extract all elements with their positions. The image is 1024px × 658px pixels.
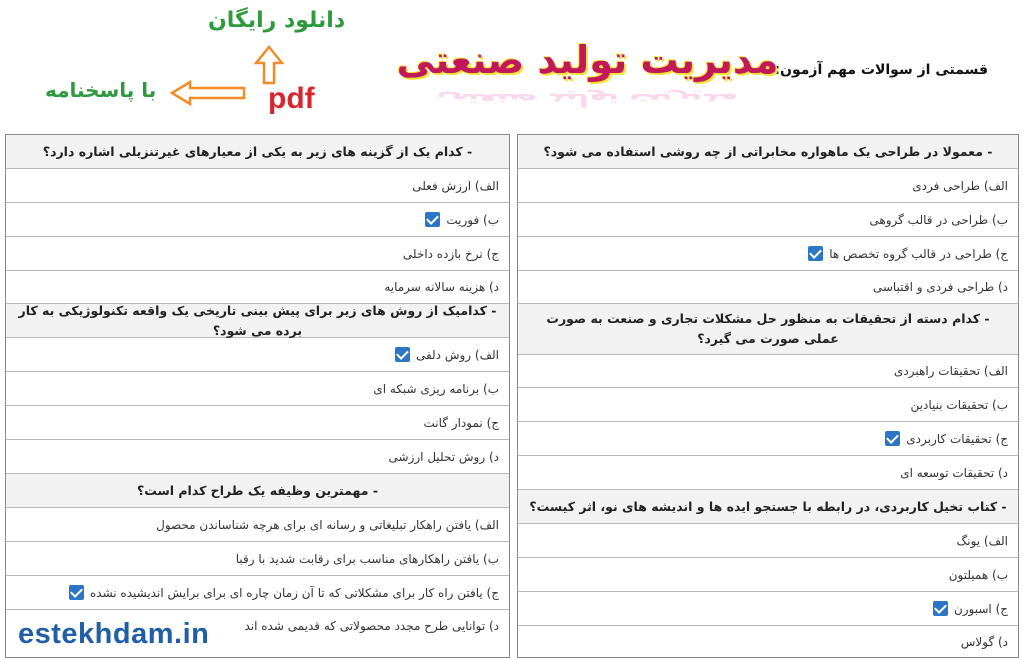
header-banner	[0, 0, 1024, 130]
question-text: - کدام دسته از تحقیقات به منظور حل مشکلات تجاری و صنعت به صورت عملی صورت می گیرد؟	[518, 304, 1018, 355]
option-row: د) روش تحلیل ارزشی	[6, 440, 509, 474]
option-row: د) گولاس	[960, 634, 1008, 649]
option-row-correct: ج) یافتن راه کار برای مشکلاتی که تا آن زمان چاره ای برای برایش اندیشیده نشده	[6, 576, 509, 610]
option-row-correct: الف) روش دلفی	[6, 338, 509, 372]
page-title-reflection: مدیریت تولید صنعتی	[436, 89, 739, 110]
option-row: د) تحقیقات توسعه ای	[518, 456, 1018, 490]
question-text: - معمولا در طراحی یک ماهواره مخابراتی از چه روشی استفاده می شود؟	[518, 135, 1018, 169]
page-title: مدیریت تولید صنعتی	[396, 38, 779, 82]
option-row: الف) ارزش فعلی	[6, 169, 509, 203]
checkmark-icon	[933, 601, 948, 616]
site-watermark: estekhdam.in	[14, 618, 213, 651]
option-row-correct: ج) طراحی در قالب گروه تخصص ها	[518, 237, 1018, 271]
option-row: الف) یافتن راهکار تبلیغاتی و رسانه ای برای هرچه شناساندن محصول	[6, 508, 509, 542]
option-row: ب) یافتن راهکارهای مناسب برای رقابت شدید با رقبا	[6, 542, 509, 576]
option-row: الف) تحقیقات راهبردی	[518, 355, 1018, 388]
option-row-correct: ج) اسبورن	[518, 592, 1018, 626]
checkmark-icon	[395, 347, 410, 362]
pdf-label: pdf	[268, 82, 315, 115]
option-row: ب) طراحی در قالب گروهی	[518, 203, 1018, 237]
checkmark-icon	[885, 431, 900, 446]
arrow-left-icon	[170, 80, 246, 106]
free-download-label: دانلود رایگان	[208, 8, 346, 33]
option-row-correct: ب) فوریت	[6, 203, 509, 237]
checkmark-icon	[425, 212, 440, 227]
title-prefix: قسمتی از سوالات مهم آزمون:	[774, 62, 988, 78]
option-row: د) توانایی طرح مجدد محصولاتی که قدیمی شده اند	[244, 618, 499, 633]
answer-key-label: با پاسخنامه	[45, 78, 157, 102]
question-text: - مهمترین وظیفه یک طراح کدام است؟	[6, 474, 509, 508]
option-row: ج) نرخ بازده داخلی	[6, 237, 509, 271]
question-text: - کتاب تخیل کاربردی، در رابطه با جستجو ایده ها و اندیشه های نو، اثر کیست؟	[518, 490, 1018, 524]
question-text: - کدامیک از روش های زیر برای پیش بینی تاریخی یک واقعه تکنولوژیکی به کار برده می شود؟	[6, 304, 509, 338]
option-row: د) هزینه سالانه سرمایه	[6, 271, 509, 304]
checkmark-icon	[69, 585, 84, 600]
option-row: ج) نمودار گانت	[6, 406, 509, 440]
checkmark-icon	[808, 246, 823, 261]
right-question-panel	[517, 134, 1019, 658]
left-question-panel	[5, 134, 510, 658]
option-row: الف) یونگ	[518, 524, 1018, 558]
option-row-correct: ج) تحقیقات کاربردی	[518, 422, 1018, 456]
question-text: - کدام یک از گزینه های زیر به یکی از معیارهای غیرتنزیلی اشاره دارد؟	[6, 135, 509, 169]
option-row: ب) همیلتون	[518, 558, 1018, 592]
arrow-up-icon	[254, 45, 284, 85]
option-row: الف) طراحی فردی	[518, 169, 1018, 203]
option-row: ب) تحقیقات بنیادین	[518, 388, 1018, 422]
option-row: د) طراحی فردی و اقتباسی	[518, 271, 1018, 304]
option-row: ب) برنامه ریزی شبکه ای	[6, 372, 509, 406]
